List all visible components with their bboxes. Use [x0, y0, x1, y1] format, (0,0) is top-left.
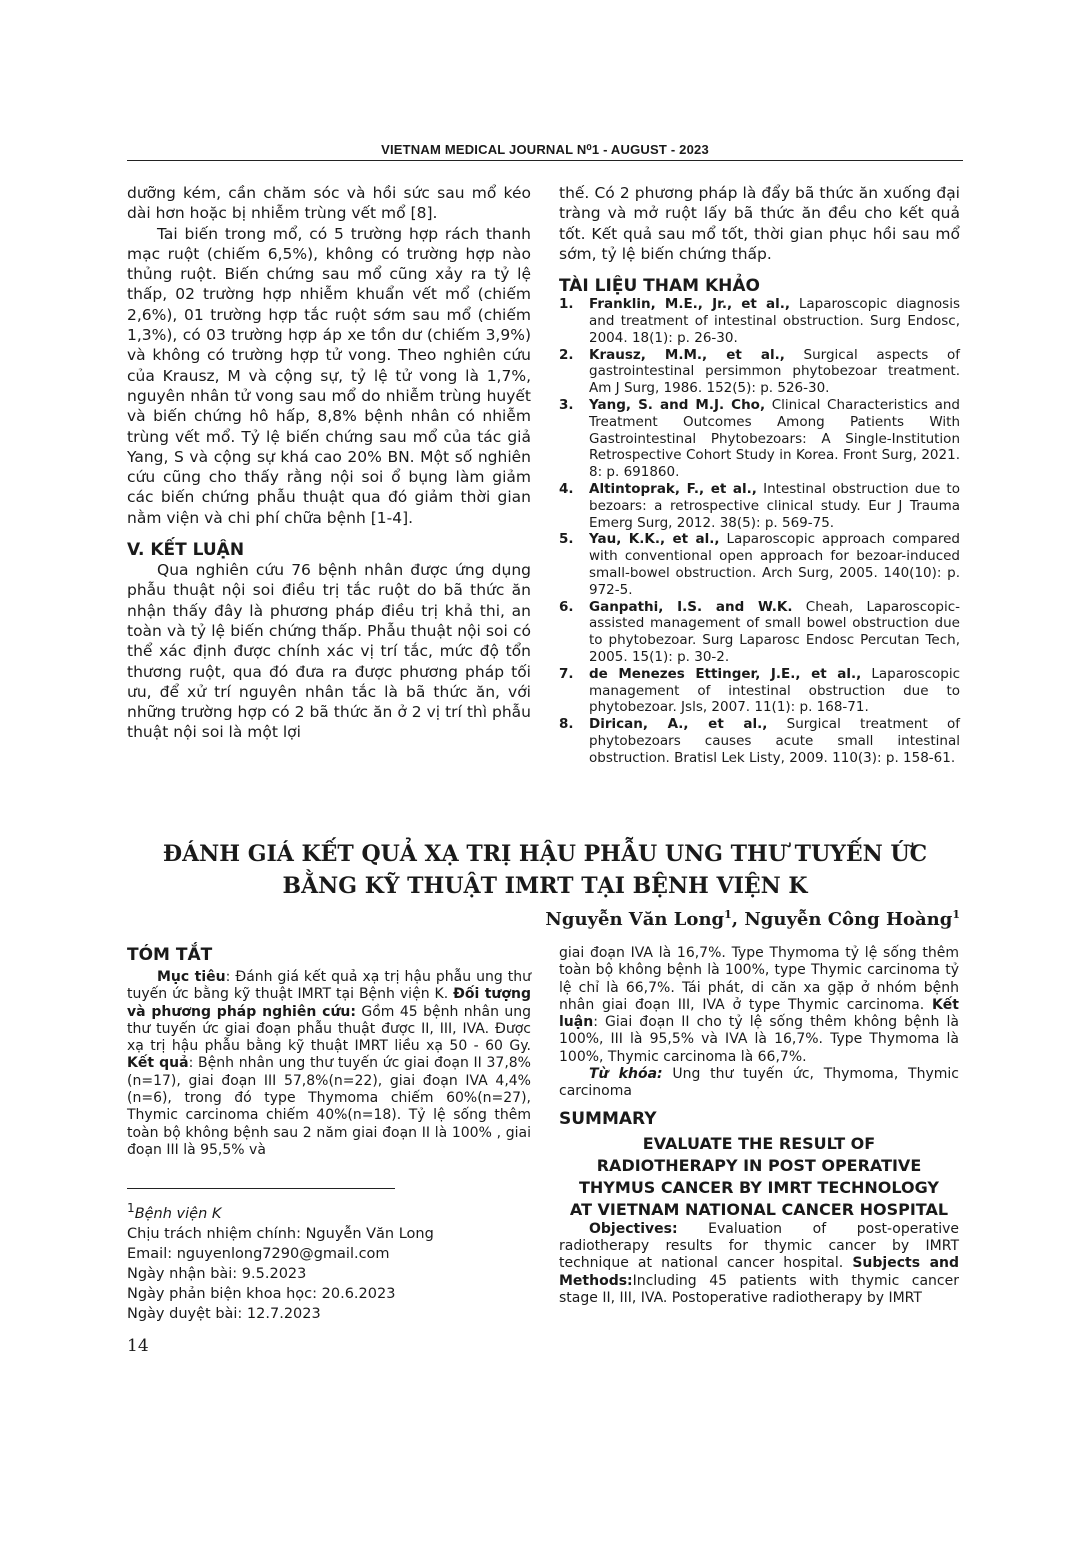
- reference-text: Cheah, Laparoscopic-assisted management of small bowel obstruction due to phytobezoar. Surg Laparosc Endosc Percutan Tech, 2005. 15(1): p. 30-2.: [589, 598, 960, 665]
- left-column: [127, 183, 531, 743]
- header-rule: [127, 160, 963, 161]
- footnote-email: Email: nguyenlong7290@gmail.com: [127, 1245, 390, 1262]
- abstract-paragraph: [127, 969, 531, 1159]
- abstract-text: giai đoạn IVA là 16,7%. Type Thymoma tỷ lệ sống thêm toàn bộ không bệnh là 100%, type Thymic carcinoma tỷ lệ chỉ là 66,7%. Tái phát, di căn xa gặp ở nhóm bệnh nhân giai đoạn III, IVA ở type Thymic carcinoma.: [559, 945, 959, 1013]
- reference-text: Laparoscopic management of intestinal obstruction due to phytobezoar. Jsls, 2007. 11(1): p. 168-71.: [589, 665, 960, 716]
- author-separator: ,: [731, 909, 745, 930]
- article-title-line: BẰNG KỸ THUẬT IMRT TẠI BỆNH VIỆN K: [282, 873, 808, 899]
- reference-authors: de Menezes Ettinger, J.E., et al.,: [589, 665, 862, 682]
- abstract-text: Gồm 45 bệnh nhân ung thư tuyến ức giai đoạn phẫu thuật được II, III, IVA. Được xạ trị hậu phẫu bằng kỹ thuật IMRT liều xạ 50 - 60 Gy.: [127, 1003, 531, 1055]
- summary-paragraph: [559, 1221, 959, 1307]
- keywords-text: Ung thư tuyến ức, Thymoma, Thymic carcinoma: [559, 1066, 959, 1100]
- footnote-received: Ngày nhận bài: 9.5.2023: [127, 1265, 307, 1282]
- reference-item: [559, 531, 960, 598]
- abstract-text: : Đánh giá kết quả xạ trị hậu phẫu ung thư tuyến ức bằng kỹ thuật IMRT tại Bệnh viện K.: [127, 969, 532, 1003]
- affiliation-name: Bệnh viện K: [134, 1205, 222, 1222]
- abstract-text: : Bệnh nhân ung thư tuyến ức giai đoạn II 37,8%(n=17), giai đoạn III 57,8%(n=22), giai đoạn IVA 4,4%(n=6), trong đó type Thymoma chiếm 60%(n=27), Thymic carcinoma chiếm 40%(n=18). Tỷ lệ sống thêm toàn bộ không bệnh sau 2 năm giai đoạn II là 100% , giai đoạn III là 95,5% và: [127, 1055, 531, 1158]
- summary-title-line: THYMUS CANCER BY IMRT TECHNOLOGY: [579, 1177, 939, 1197]
- keywords: [559, 1066, 959, 1101]
- label-objectives: Objectives:: [589, 1220, 678, 1237]
- affiliation-mark: 1: [952, 908, 960, 921]
- reference-item: [559, 397, 960, 481]
- summary-title-line: EVALUATE THE RESULT OF: [642, 1133, 876, 1153]
- reference-text: Laparoscopic approach compared with conventional open approach for bezoar-induced small-bowel obstruction. Arch Surg, 2005. 140(10): p. 972-5.: [589, 531, 960, 598]
- abstract-heading: TÓM TẮT: [127, 945, 213, 965]
- reference-number: 3.: [559, 396, 574, 413]
- reference-item: [559, 481, 960, 531]
- abstract-vi-column: [127, 945, 531, 1159]
- reference-number: 2.: [559, 346, 574, 363]
- reference-item: [559, 296, 960, 346]
- section-heading: V. KẾT LUẬN: [127, 540, 245, 561]
- reference-authors: Franklin, M.E., Jr., et al.,: [589, 296, 791, 313]
- affiliation-mark: 1: [724, 908, 732, 921]
- summary-text: Evaluation of post-operative radiotherapy results for thymic cancer by IMRT technique at national cancer hospital.: [559, 1220, 959, 1272]
- reference-text: Clinical Characteristics and Treatment Outcomes Among Patients With Gastrointestinal Phytobezoars: A Single-Institution Retrospective Cohort Study in Korea. Front Surg, 2021. 8: p. 691860.: [589, 396, 960, 481]
- article-title-line: ĐÁNH GIÁ KẾT QUẢ XẠ TRỊ HẬU PHẪU UNG THƯ TUYẾN ỨC: [162, 841, 928, 867]
- article-title: [127, 838, 963, 902]
- label-conclusion: Kết luận: [559, 996, 959, 1031]
- reference-number: 6.: [559, 598, 574, 615]
- reference-text: Surgical aspects of gastrointestinal persimmon phytobezoar treatment. Am J Surg, 1986. 152(5): p. 526-30.: [589, 346, 960, 397]
- abstract-text: : Giai đoạn II cho tỷ lệ sống thêm không bệnh là 100%, III là 95,5% và IVA là 16,7%. Type Thymoma là 100%, Thymic carcinoma là 66,7%.: [559, 1014, 959, 1065]
- abstract-right-column: [559, 945, 959, 1307]
- footnote-affiliation: [127, 1198, 547, 1224]
- label-subjects-methods: Subjects and Methods:: [559, 1255, 960, 1289]
- reference-number: 8.: [559, 716, 574, 733]
- paragraph: thế. Có 2 phương pháp là đẩy bã thức ăn xuống đại tràng và mở ruột lấy bã thức ăn đều cho kết quả tốt. Kết quả sau mổ tốt, thời gian phục hồi sau mổ sớm, tỷ lệ biến chứng thấp.: [559, 184, 960, 263]
- summary-text: Including 45 patients with thymic cancer stage II, III, IVA. Postoperative radiotherapy by IMRT: [559, 1272, 959, 1306]
- footnote-rule: [127, 1188, 395, 1189]
- reference-authors: Yau, K.K., et al.,: [589, 531, 720, 548]
- paragraph: Qua nghiên cứu 76 bệnh nhân được ứng dụng phẫu thuật nội soi điều trị tắc ruột do bã thức ăn nhận thấy đây là phương pháp điều trị khả thi, an toàn và tỷ lệ biến chứng thấp. Phẫu thuật nội soi có thể xác định được chính xác vị trí tắc, mức độ tổn thương ruột, qua đó đưa ra được phương pháp tối ưu, để xử trí nguyên nhân tắc là bã thức ăn, với những trường hợp có 2 bã thức ăn ở 2 vị trí thì phẫu thuật nội soi là một lợi: [127, 561, 531, 742]
- reference-authors: Krausz, M.M., et al.,: [589, 346, 785, 363]
- references-heading: TÀI LIỆU THAM KHẢO: [559, 276, 760, 297]
- authors: [520, 908, 960, 930]
- footnote: [127, 1198, 547, 1324]
- reference-number: 1.: [559, 296, 574, 313]
- paragraph: dưỡng kém, cần chăm sóc và hồi sức sau mổ kéo dài hơn hoặc bị nhiễm trùng vết mổ [8].: [127, 184, 531, 223]
- author-name: Nguyễn Công Hoàng: [744, 909, 953, 930]
- right-column: [559, 183, 960, 767]
- footnote-reviewed: Ngày phản biện khoa học: 20.6.2023: [127, 1285, 396, 1302]
- reference-number: 7.: [559, 665, 574, 682]
- summary-heading: SUMMARY: [559, 1108, 657, 1129]
- summary-title: [559, 1133, 959, 1221]
- reference-number: 5.: [559, 531, 574, 548]
- reference-authors: Dirican, A., et al.,: [589, 716, 768, 733]
- affiliation-mark: 1: [127, 1201, 135, 1215]
- reference-text: Laparoscopic diagnosis and treatment of intestinal obstruction. Surg Endosc, 2004. 18(1): p. 26-30.: [589, 296, 960, 346]
- abstract-paragraph: [559, 945, 959, 1066]
- page-number: 14: [127, 1336, 149, 1356]
- reference-text: Surgical treatment of phytobezoars causes acute small intestinal obstruction. Bratisl Lek Listy, 2009. 110(3): p. 158-61.: [589, 716, 960, 766]
- journal-header: VIETNAM MEDICAL JOURNAL N⁰1 - AUGUST - 2023: [381, 142, 709, 157]
- summary-title-line: RADIOTHERAPY IN POST OPERATIVE: [596, 1155, 922, 1175]
- summary-title-line: AT VIETNAM NATIONAL CANCER HOSPITAL: [569, 1199, 949, 1219]
- label-results: Kết quả: [127, 1055, 189, 1072]
- author-name: Nguyễn Văn Long: [545, 909, 725, 930]
- reference-item: [559, 599, 960, 666]
- label-objective: Mục tiêu: [157, 969, 226, 985]
- reference-item: [559, 347, 960, 397]
- footnote-accepted: Ngày duyệt bài: 12.7.2023: [127, 1305, 321, 1322]
- reference-authors: Yang, S. and M.J. Cho,: [589, 396, 766, 413]
- reference-number: 4.: [559, 480, 574, 497]
- reference-list: [559, 296, 960, 766]
- label-keywords: Từ khóa:: [589, 1066, 663, 1083]
- reference-item: [559, 716, 960, 766]
- reference-item: [559, 666, 960, 716]
- paragraph: Tai biến trong mổ, có 5 trường hợp rách thanh mạc ruột (chiếm 6,5%), không có trường hợp nào thủng ruột. Biến chứng sau mổ cũng xảy ra tỷ lệ thấp, 02 trường hợp nhiễm khuẩn vết mổ (chiếm 2,6%), 01 trường hợp tắc ruột sớm sau mổ (chiếm 1,3%), có 03 trường hợp áp xe tồn dư (chiếm 3,9%) và không có trường hợp tử vong. Theo nghiên cứu của Krausz, M và cộng sự, tỷ lệ tử vong là 1,7%, nguyên nhân tử vong sau mổ do nhiễm trùng huyết và biến chứng hô hấp, 8,8% bệnh nhân có nhiễm trùng vết mổ. Tỷ lệ biến chứng sau mổ của tác giả Yang, S và cộng sự khá cao 20% BN. Một số nghiên cứu cũng cho thấy rằng nội soi ổ bụng làm giảm các biến chứng phẫu thuật qua đó giảm thời gian nằm viện và chi phí chữa bệnh [1-4].: [127, 224, 531, 527]
- reference-authors: Altintoprak, F., et al.,: [589, 480, 757, 497]
- reference-text: Intestinal obstruction due to bezoars: a retrospective clinical study. Eur J Trauma Emerg Surg, 2012. 38(5): p. 569-75.: [589, 480, 960, 531]
- reference-authors: Ganpathi, I.S. and W.K.: [589, 598, 793, 615]
- footnote-corresponding: Chịu trách nhiệm chính: Nguyễn Văn Long: [127, 1225, 434, 1242]
- label-methods: Đối tượng và phương pháp nghiên cứu:: [127, 986, 531, 1020]
